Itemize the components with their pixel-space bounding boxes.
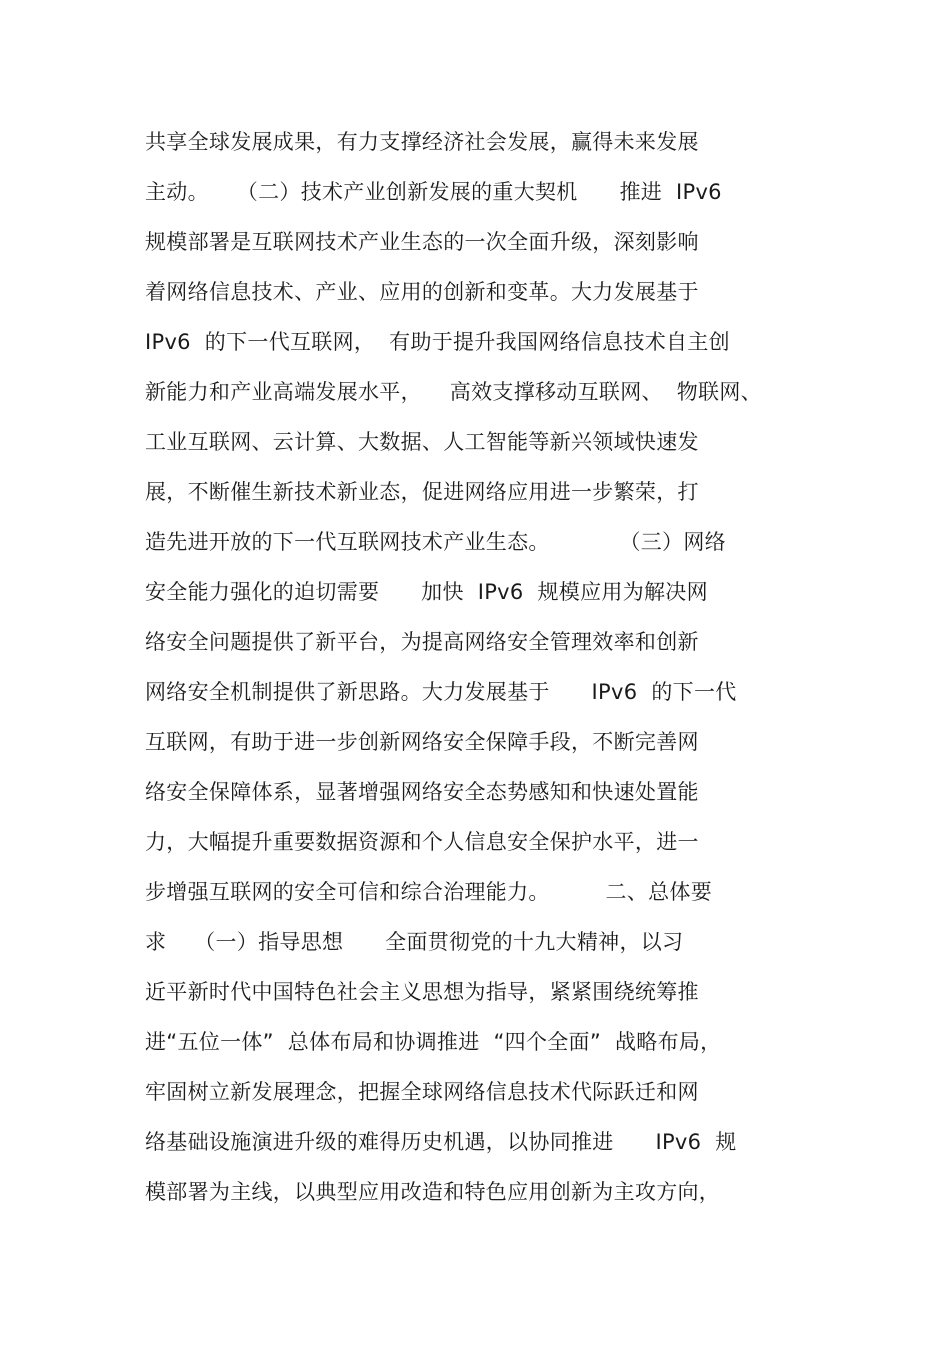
- text-line: 造先进开放的下一代互联网技术产业生态。 （三）网络: [145, 530, 726, 554]
- text-line: 新能力和产业高端发展水平， 高效支撑移动互联网、 物联网、: [145, 380, 762, 404]
- text-line: 主动。 （二）技术产业创新发展的重大契机 推进 IPv6: [145, 180, 722, 204]
- text-line: 规模部署是互联网技术产业生态的一次全面升级，深刻影响: [145, 230, 699, 254]
- text-line: 步增强互联网的安全可信和综合治理能力。 二、总体要: [145, 880, 712, 904]
- text-line: 力，大幅提升重要数据资源和个人信息安全保护水平，进一: [145, 830, 699, 854]
- text-line: 网络安全机制提供了新思路。大力发展基于 IPv6 的下一代: [145, 680, 737, 704]
- body-text: [145, 122, 815, 1222]
- text-line: 络安全问题提供了新平台，为提高网络安全管理效率和创新: [145, 630, 699, 654]
- text-line: 安全能力强化的迫切需要 加快 IPv6 规模应用为解决网: [145, 580, 708, 604]
- text-line: 络基础设施演进升级的难得历史机遇，以协同推进 IPv6 规: [145, 1130, 737, 1154]
- text-line: IPv6 的下一代互联网， 有助于提升我国网络信息技术自主创: [145, 330, 730, 354]
- text-line: 共享全球发展成果，有力支撑经济社会发展，赢得未来发展: [145, 130, 699, 154]
- text-line: 近平新时代中国特色社会主义思想为指导，紧紧围绕统筹推: [145, 980, 699, 1004]
- text-line: 工业互联网、云计算、大数据、人工智能等新兴领域快速发: [145, 430, 699, 454]
- text-line: 求 （一）指导思想 全面贯彻党的十九大精神，以习: [145, 930, 684, 954]
- text-line: 模部署为主线，以典型应用改造和特色应用创新为主攻方向，: [145, 1180, 721, 1204]
- text-line: 互联网，有助于进一步创新网络安全保障手段，不断完善网: [145, 730, 699, 754]
- text-line: 展，不断催生新技术新业态，促进网络应用进一步繁荣，打: [145, 480, 699, 504]
- text-line: 牢固树立新发展理念，把握全球网络信息技术代际跃迁和网: [145, 1080, 699, 1104]
- text-line: 着网络信息技术、产业、应用的创新和变革。大力发展基于: [145, 280, 699, 304]
- text-line: 络安全保障体系，显著增强网络安全态势感知和快速处置能: [145, 780, 699, 804]
- text-line: 进“五位一体” 总体布局和协调推进 “四个全面” 战略布局，: [145, 1030, 722, 1054]
